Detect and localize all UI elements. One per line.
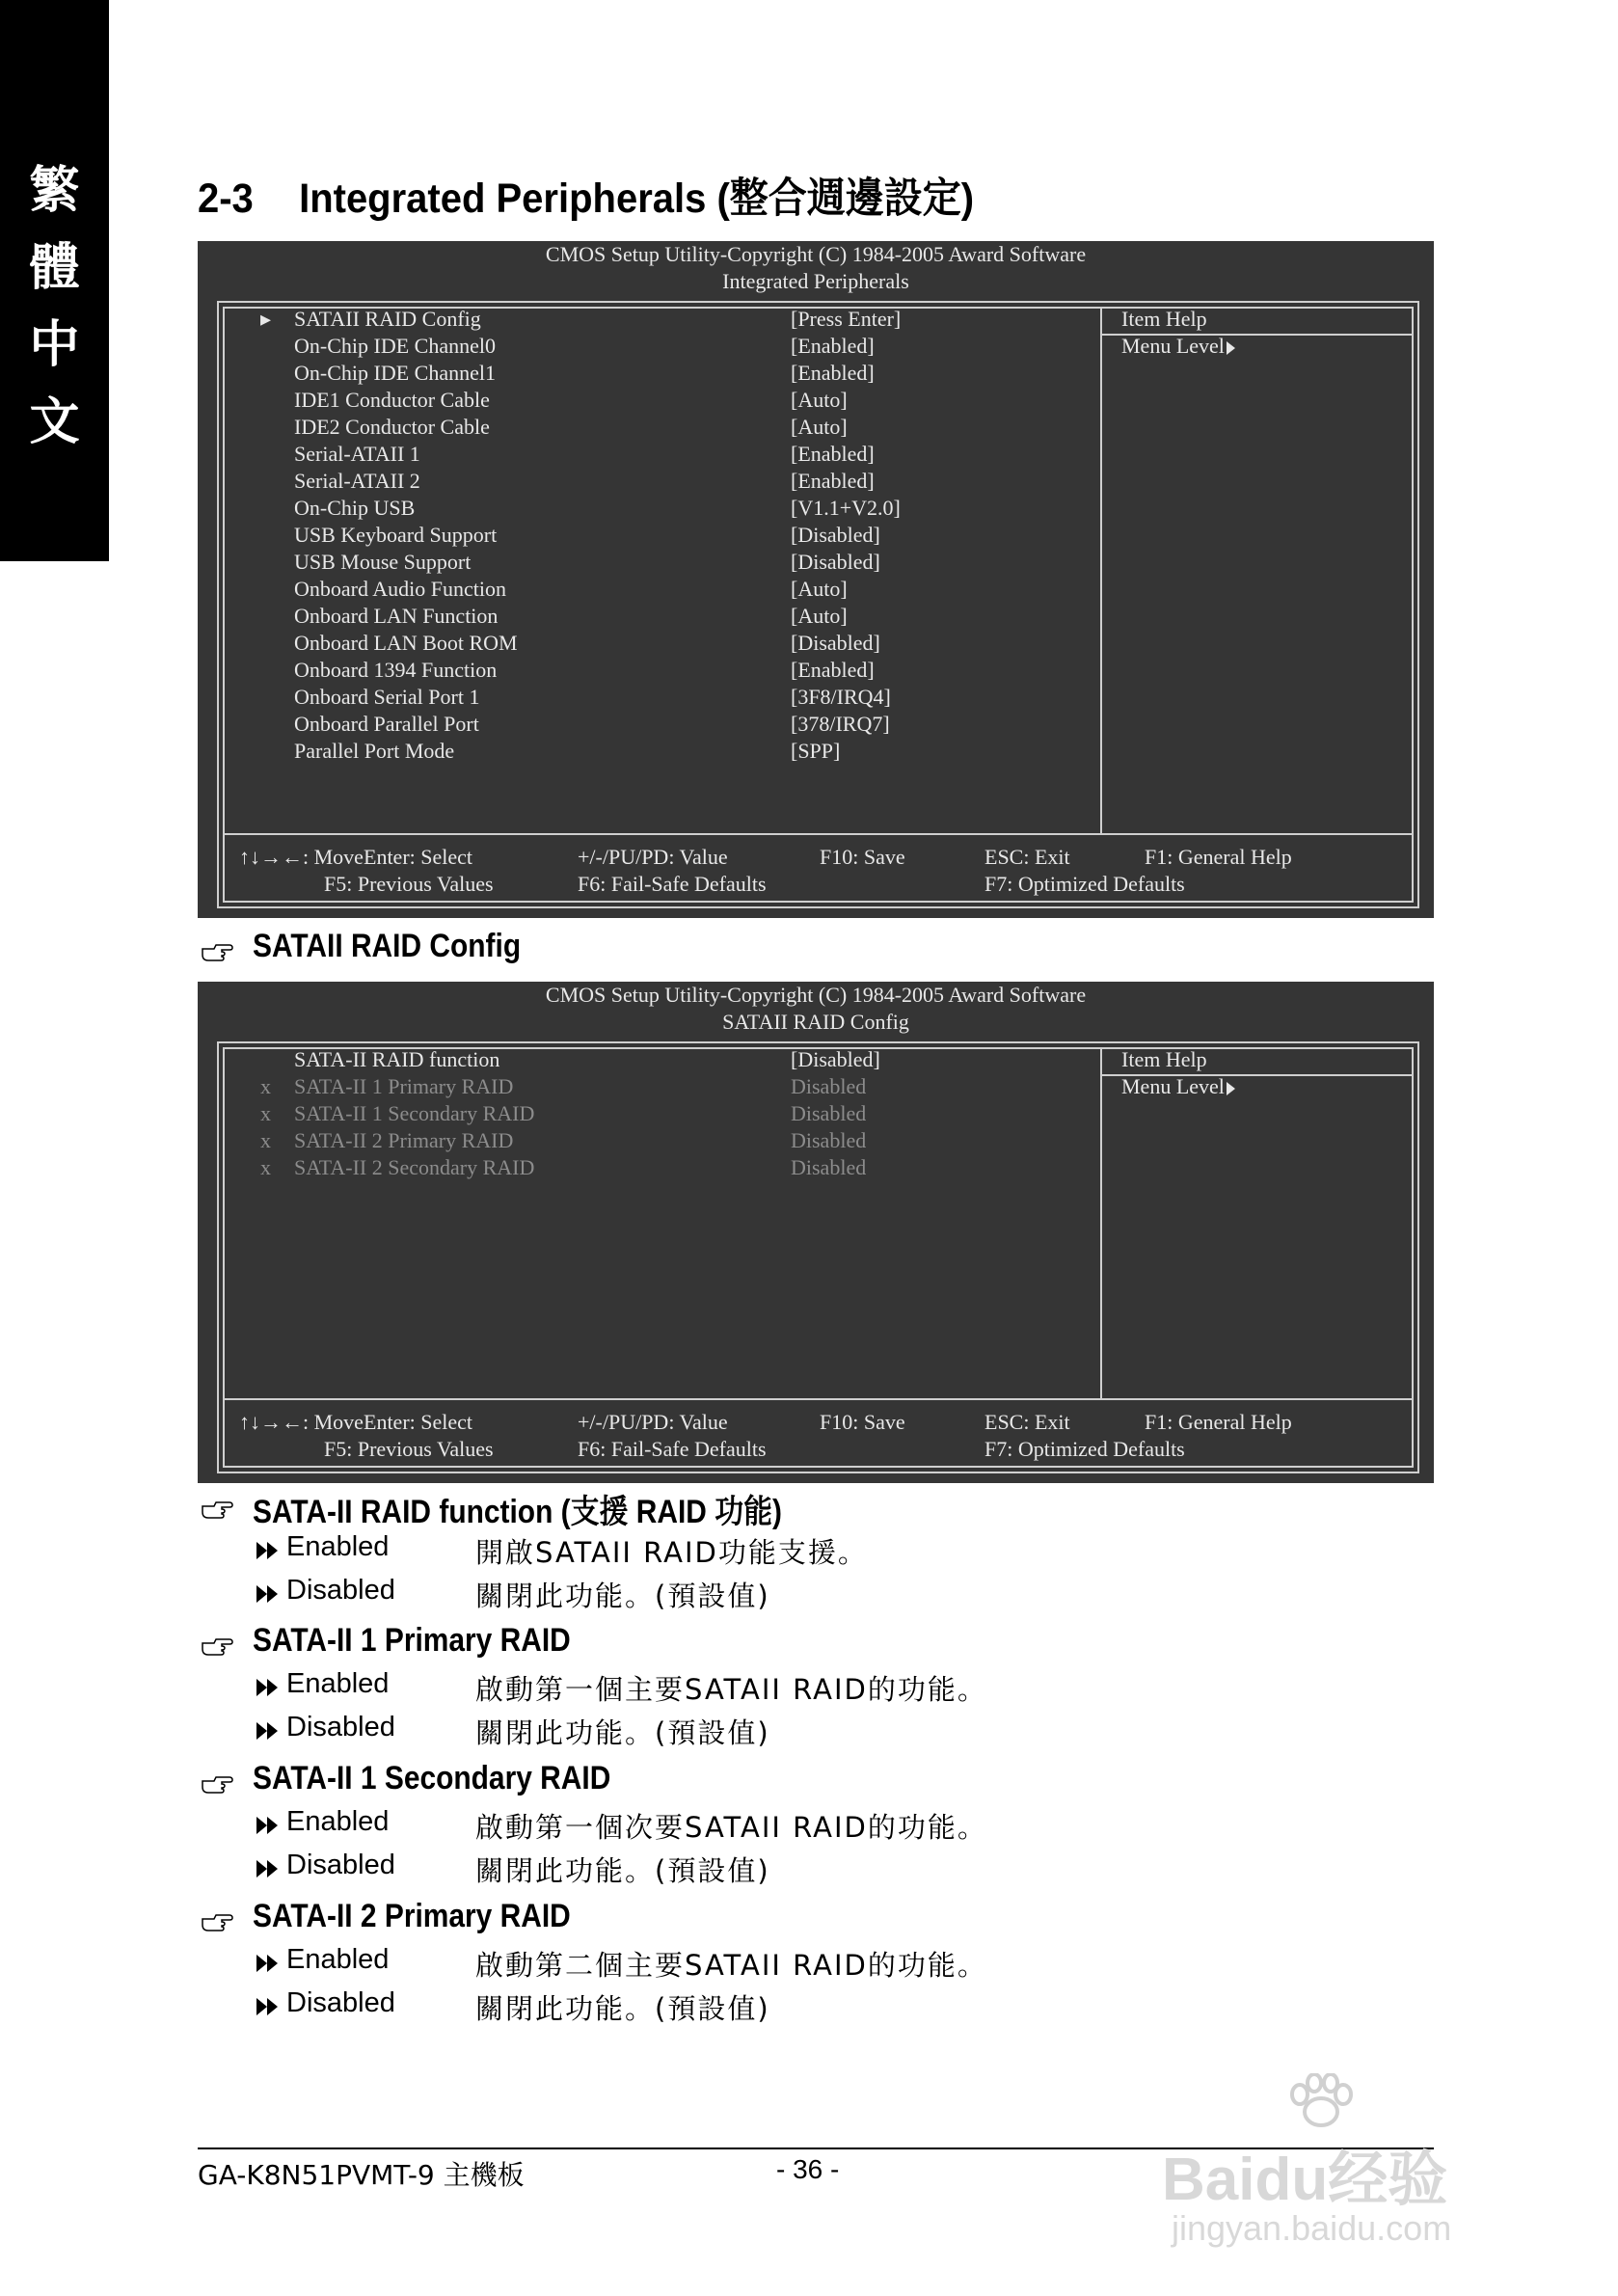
bios-item-value[interactable]: [Enabled] (791, 469, 875, 493)
option-description: 啟動第一個主要SATAII RAID的功能。 (475, 1673, 987, 1706)
bios-header-copyright: CMOS Setup Utility-Copyright (C) 1984-2005 Award Software (545, 983, 1087, 1007)
bios-item-label: On-Chip USB (294, 496, 416, 520)
side-tab-char: 中 (29, 315, 80, 374)
bios-item-row[interactable] (219, 684, 1087, 711)
bios-item-label: Parallel Port Mode (294, 739, 455, 763)
key-esc: ESC: Exit (984, 845, 1070, 869)
bios-item-label: SATAII RAID Config (294, 307, 481, 331)
bios-help-divider (1100, 309, 1102, 833)
bios-item-value[interactable]: [Enabled] (791, 361, 875, 385)
bios-item-row[interactable] (219, 522, 1087, 549)
item-help-title: Item Help (1121, 307, 1207, 331)
bios-item-value[interactable]: Disabled (791, 1101, 867, 1125)
bios-item-row[interactable] (219, 1127, 1087, 1154)
footer-model: GA-K8N51PVMT-9 主機板 (198, 2159, 525, 2191)
bios-item-value[interactable]: [Auto] (791, 415, 848, 439)
option-name: Disabled (286, 1850, 395, 1880)
option-description: 關閉此功能。(預設值) (475, 1992, 770, 2025)
pointing-hand-icon (201, 1910, 235, 1931)
option-title: SATA-II 1 Primary RAID (253, 1622, 571, 1659)
pointing-hand-icon (201, 1498, 235, 1519)
option-name: Enabled (286, 1944, 390, 1975)
bios-item-row[interactable] (219, 1100, 1087, 1127)
bios-item-value[interactable]: [Enabled] (791, 334, 875, 358)
bios-item-row[interactable] (219, 333, 1087, 360)
bios-item-row[interactable] (219, 738, 1087, 765)
key-f5: F5: Previous Values (324, 872, 494, 896)
language-side-tab (0, 0, 109, 561)
bios-item-label: Onboard Audio Function (294, 577, 506, 601)
bios-keys-divider (225, 1398, 1412, 1400)
bios-item-value[interactable]: [V1.1+V2.0] (791, 496, 901, 520)
pointing-hand-icon (201, 1772, 235, 1794)
bios-item-row[interactable] (219, 414, 1087, 441)
key-move: ↑↓→←: Move (239, 1410, 364, 1434)
side-tab-char: 繁 (29, 161, 80, 220)
option-title: SATA-II 2 Primary RAID (253, 1898, 571, 1934)
bios-item-label: Onboard LAN Function (294, 604, 499, 628)
bios-item-label: Onboard 1394 Function (294, 658, 498, 682)
bios-item-value[interactable]: [Auto] (791, 388, 848, 412)
menu-level-label: Menu Level (1121, 334, 1225, 358)
option-description: 啟動第一個次要SATAII RAID的功能。 (475, 1811, 987, 1844)
key-move: ↑↓→←: Move (239, 845, 364, 869)
option-name: Disabled (286, 1987, 395, 2018)
bios-header-page-title: Integrated Peripherals (722, 269, 909, 293)
option-description: 關閉此功能。(預設值) (475, 1716, 770, 1749)
bios-keys-divider (225, 833, 1412, 835)
bios-item-row[interactable] (219, 306, 1087, 333)
bios-item-value[interactable]: Disabled (791, 1155, 867, 1179)
key-esc: ESC: Exit (984, 1410, 1070, 1434)
side-tab-char: 體 (29, 238, 80, 297)
bios-item-value[interactable]: [Disabled] (791, 631, 880, 655)
option-name: Enabled (286, 1668, 390, 1699)
disabled-marker: x (260, 1155, 271, 1179)
key-f7: F7: Optimized Defaults (984, 872, 1185, 896)
baidu-watermark (1147, 2073, 1552, 2266)
bios-item-value[interactable]: Disabled (791, 1128, 867, 1152)
bios-item-list (219, 306, 1087, 788)
key-f10: F10: Save (820, 845, 905, 869)
key-f1: F1: General Help (1145, 1410, 1292, 1434)
bios-item-row[interactable] (219, 603, 1087, 630)
double-arrow-icon (256, 1584, 281, 1604)
bios-item-label: SATA-II 2 Primary RAID (294, 1128, 514, 1152)
bios-item-value[interactable]: [Enabled] (791, 658, 875, 682)
bios-item-row[interactable] (219, 1046, 1087, 1073)
bios-item-row[interactable] (219, 495, 1087, 522)
bios-item-row[interactable] (219, 360, 1087, 387)
option-name: Enabled (286, 1806, 390, 1837)
subsection-title-sataii-raid-config: SATAII RAID Config (253, 928, 522, 964)
bios-item-label: On-Chip IDE Channel0 (294, 334, 496, 358)
option-description: 關閉此功能。(預設值) (475, 1854, 770, 1887)
submenu-arrow-icon: ▸ (260, 307, 272, 331)
disabled-marker: x (260, 1074, 271, 1098)
double-arrow-icon (256, 1541, 281, 1560)
disabled-marker: x (260, 1128, 271, 1152)
bios-item-label: IDE1 Conductor Cable (294, 388, 490, 412)
double-arrow-icon (256, 1997, 281, 2016)
key-enter: Enter: Select (364, 1410, 473, 1434)
menu-level-arrow-icon (1227, 341, 1235, 355)
pointing-hand-icon (201, 1634, 235, 1656)
key-f1: F1: General Help (1145, 845, 1292, 869)
option-name: Disabled (286, 1575, 395, 1606)
option-description: 關閉此功能。(預設值) (475, 1580, 770, 1612)
bios-item-label: On-Chip IDE Channel1 (294, 361, 496, 385)
watermark-url: jingyan.baidu.com (1172, 2208, 1452, 2248)
pointing-hand-icon (201, 940, 235, 961)
bios-item-value[interactable]: [Disabled] (791, 1047, 880, 1071)
bios-item-list (219, 1046, 1087, 1239)
disabled-marker: x (260, 1101, 271, 1125)
bios-item-label: SATA-II RAID function (294, 1047, 500, 1071)
key-value: +/-/PU/PD: Value (578, 1410, 728, 1434)
menu-level-arrow-icon (1227, 1082, 1235, 1095)
watermark-brand: Baidu经验 (1162, 2147, 1448, 2213)
double-arrow-icon (256, 1678, 281, 1697)
bios-item-label: Onboard LAN Boot ROM (294, 631, 518, 655)
bios-frame (217, 1041, 1419, 1473)
double-arrow-icon (256, 1816, 281, 1835)
side-tab-char: 文 (29, 392, 80, 451)
option-title: SATA-II 1 Secondary RAID (253, 1760, 611, 1796)
bios-item-label: USB Keyboard Support (294, 523, 498, 547)
bios-item-label: Serial-ATAII 2 (294, 469, 420, 493)
bios-item-row[interactable] (219, 549, 1087, 576)
section-title: Integrated Peripherals (整合週邊設定) (299, 176, 975, 222)
bios-item-label: Serial-ATAII 1 (294, 442, 420, 466)
bios-item-label: SATA-II 2 Secondary RAID (294, 1155, 535, 1179)
footer-page-number: - 36 - (776, 2154, 840, 2184)
bios-item-row[interactable] (219, 468, 1087, 495)
bios-key-legend (225, 844, 1412, 898)
bios-item-value[interactable]: [378/IRQ7] (791, 712, 890, 736)
bios-item-label: Onboard Parallel Port (294, 712, 479, 736)
bios-item-value[interactable]: Disabled (791, 1074, 867, 1098)
bios-key-legend (225, 1409, 1412, 1463)
bios-item-row[interactable] (219, 387, 1087, 414)
option-description: 啟動第二個主要SATAII RAID的功能。 (475, 1949, 987, 1982)
bios-inner-frame (223, 307, 1414, 903)
bios-inner-frame (223, 1047, 1414, 1468)
bios-item-value[interactable]: [3F8/IRQ4] (791, 685, 891, 709)
menu-level (1121, 1073, 1235, 1100)
section-number: 2-3 (198, 176, 254, 222)
menu-level-label: Menu Level (1121, 1074, 1225, 1098)
bios-item-value[interactable]: [SPP] (791, 739, 841, 763)
bios-item-label: Onboard Serial Port 1 (294, 685, 480, 709)
bios-item-row[interactable] (219, 1154, 1087, 1181)
bios-header-page-title: SATAII RAID Config (722, 1010, 909, 1034)
menu-level (1121, 333, 1235, 360)
bios-frame (217, 301, 1419, 908)
option-name: Enabled (286, 1531, 390, 1562)
bios-item-label: SATA-II 1 Primary RAID (294, 1074, 514, 1098)
bios-item-value[interactable]: [Enabled] (791, 442, 875, 466)
key-f5: F5: Previous Values (324, 1437, 494, 1461)
double-arrow-icon (256, 1954, 281, 1973)
double-arrow-icon (256, 1721, 281, 1741)
key-f10: F10: Save (820, 1410, 905, 1434)
paw-icon (1282, 2073, 1360, 2131)
bios-item-label: SATA-II 1 Secondary RAID (294, 1101, 535, 1125)
key-f6: F6: Fail-Safe Defaults (578, 872, 767, 896)
key-f6: F6: Fail-Safe Defaults (578, 1437, 767, 1461)
key-value: +/-/PU/PD: Value (578, 845, 728, 869)
bios-item-row[interactable] (219, 630, 1087, 657)
bios-item-row[interactable] (219, 1073, 1087, 1100)
bios-item-row[interactable] (219, 657, 1087, 684)
bios-item-value[interactable]: [Disabled] (791, 523, 880, 547)
bios-item-value[interactable]: [Auto] (791, 577, 848, 601)
bios-item-value[interactable]: [Auto] (791, 604, 848, 628)
bios-item-row[interactable] (219, 576, 1087, 603)
option-description: 開啟SATAII RAID功能支援。 (475, 1536, 868, 1569)
bios-screen-integrated-peripherals (198, 241, 1434, 918)
bios-header-copyright: CMOS Setup Utility-Copyright (C) 1984-2005 Award Software (545, 242, 1087, 266)
key-enter: Enter: Select (364, 845, 473, 869)
option-title: SATA-II RAID function (支援 RAID 功能) (253, 1494, 783, 1530)
bios-item-row[interactable] (219, 711, 1087, 738)
bios-item-value[interactable]: [Press Enter] (791, 307, 902, 331)
bios-item-row[interactable] (219, 441, 1087, 468)
double-arrow-icon (256, 1859, 281, 1878)
bios-item-value[interactable]: [Disabled] (791, 550, 880, 574)
key-f7: F7: Optimized Defaults (984, 1437, 1185, 1461)
bios-help-divider (1100, 1049, 1102, 1398)
option-name: Disabled (286, 1712, 395, 1742)
section-heading (198, 166, 974, 225)
bios-item-label: IDE2 Conductor Cable (294, 415, 490, 439)
bios-item-label: USB Mouse Support (294, 550, 472, 574)
item-help-title: Item Help (1121, 1047, 1207, 1071)
bios-screen-sataii-raid-config (198, 982, 1434, 1483)
